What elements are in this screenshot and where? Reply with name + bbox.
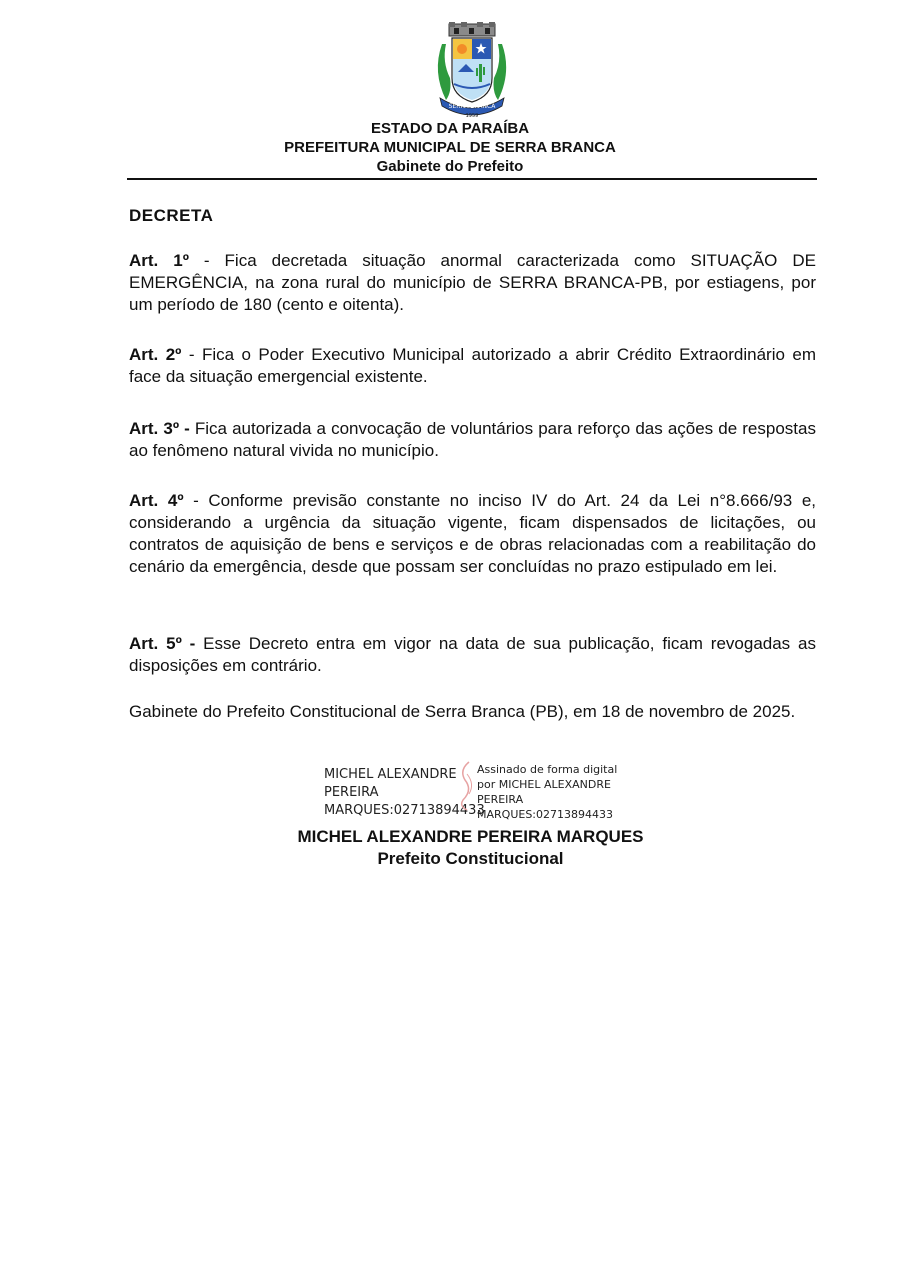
- signer-name: MICHEL ALEXANDRE PEREIRA MARQUES: [297, 827, 644, 846]
- letterhead: [0, 119, 900, 176]
- signer-block: [0, 826, 900, 870]
- article-label: Art. 3º -: [129, 419, 190, 438]
- signer-title: Prefeito Constitucional: [377, 849, 564, 868]
- article-3: [129, 418, 816, 462]
- article-2: Art. 2º - Fica o Poder Executivo Municipal autorizado a abrir Crédito Extraordinário em face da situação emergencial existente.: [129, 345, 816, 386]
- article-text: Esse Decreto entra em vigor na data de sua publicação, ficam revogadas as disposições em contrário.: [129, 634, 816, 675]
- article-text: Conforme previsão constante no inciso IV do Art. 24 da Lei n°8.666/93 e, considerando a urgência da situação vigente, ficam dispensados de licitações, ou contratos de aquisição de bens e serviços e de obras relacionadas com a reabilitação do cenário da emergência, desde que possam ser concluídas no prazo estipulado em lei.: [129, 491, 816, 576]
- article-label: Art. 4º: [129, 491, 184, 510]
- article-1: Art. 1º - Fica decretada situação anormal caracterizada como SITUAÇÃO DE EMERGÊNCIA, na zona rural do município de SERRA BRANCA-PB, por estiagens, por um período de 180 (cento e oitenta).: [129, 251, 816, 314]
- article-4: Art. 4º - Conforme previsão constante no inciso IV do Art. 24 da Lei n°8.666/93 e, considerando a urgência da situação vigente, ficam dispensados de licitações, ou contratos de aquisição de bens e serviços e de obras relacionadas com a reabilitação do cenário da emergência, desde que possam ser concluídas no prazo estipulado em lei.: [129, 491, 816, 576]
- digital-signature-name: MICHEL ALEXANDRE PEREIRA MARQUES:02713894433: [324, 767, 485, 818]
- article-label: Art. 2º: [129, 345, 182, 364]
- crest-year: 1959: [465, 113, 479, 118]
- state-name: ESTADO DA PARAÍBA: [370, 120, 530, 137]
- closing-line: Gabinete do Prefeito Constitucional de Serra Branca (PB), em 18 de novembro de 2025.: [129, 702, 796, 721]
- header-divider: [127, 178, 817, 180]
- article-label: Art. 5º -: [129, 634, 196, 653]
- article-5: [129, 633, 816, 677]
- article-text: Fica o Poder Executivo Municipal autorizado a abrir Crédito Extraordinário em face da situação emergencial existente.: [129, 345, 816, 386]
- municipality-name: PREFEITURA MUNICIPAL DE SERRA BRANCA: [284, 139, 616, 156]
- crest-motto: SERRA BRANCA: [448, 103, 496, 110]
- digital-signature-stamp: Assinado de forma digital por MICHEL ALEXANDRE PEREIRA MARQUES:02713894433: [477, 763, 618, 821]
- municipal-crest-logo: [432, 22, 512, 118]
- office-name: Gabinete do Prefeito: [376, 158, 524, 175]
- article-text: Fica decretada situação anormal caracterizada como SITUAÇÃO DE EMERGÊNCIA, na zona rural do município de SERRA BRANCA-PB, por estiagens, por um período de 180 (cento e oitenta).: [129, 251, 816, 314]
- article-label: Art. 1º: [129, 251, 189, 270]
- article-text: Fica autorizada a convocação de voluntários para reforço das ações de respostas ao fenômeno natural vivida no município.: [129, 419, 816, 460]
- decreta-heading: DECRETA: [129, 206, 214, 225]
